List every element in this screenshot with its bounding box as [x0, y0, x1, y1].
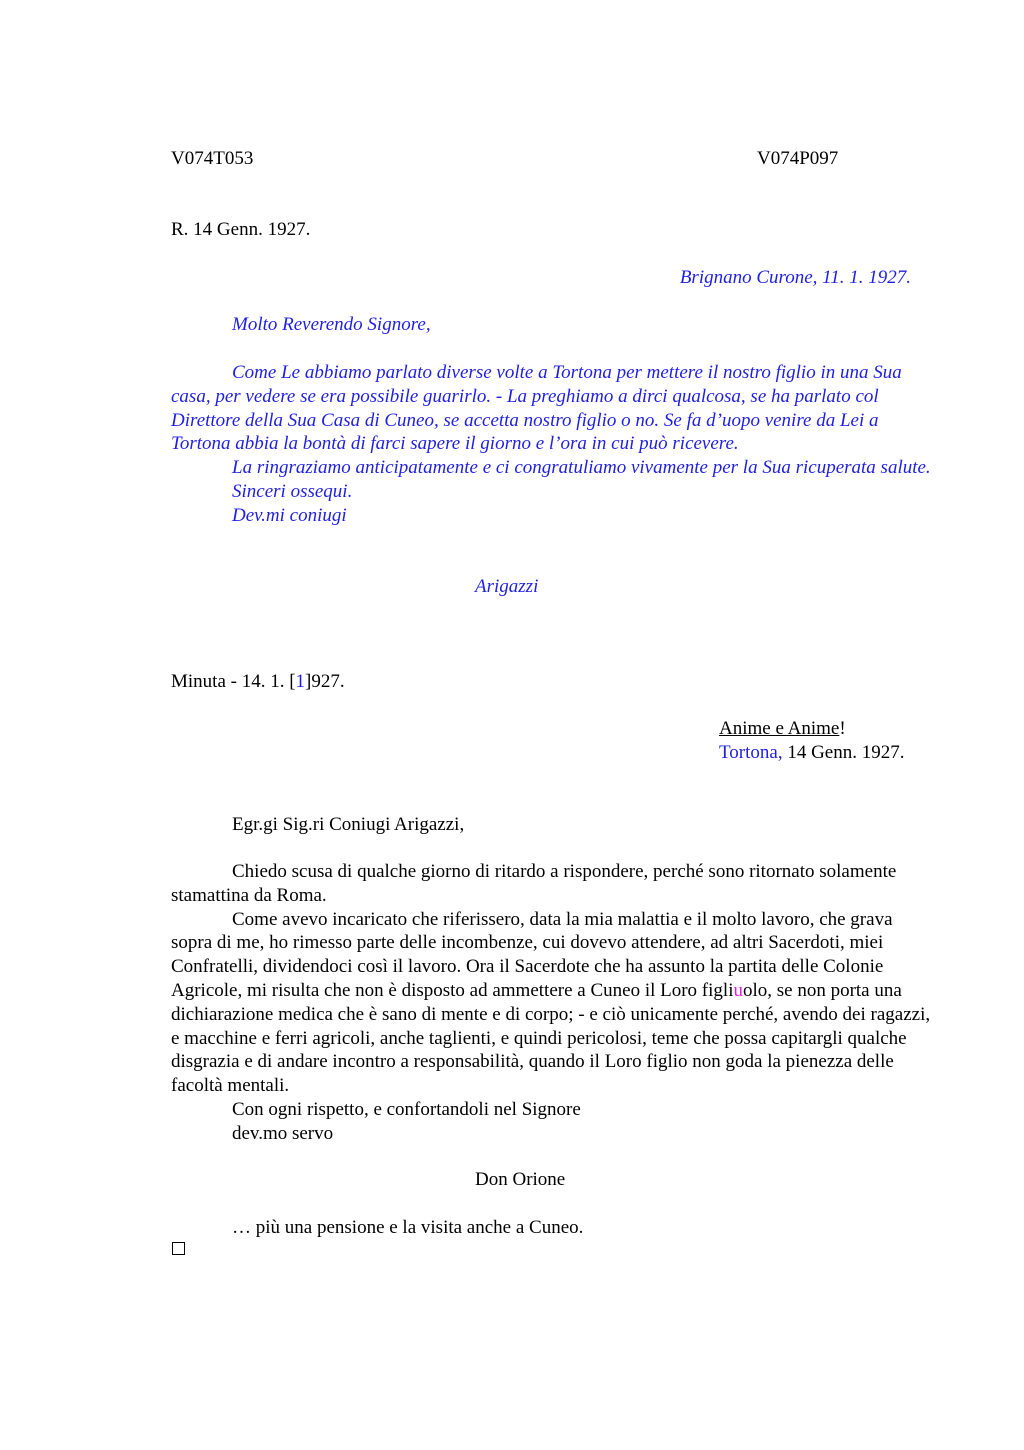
- letter2-paragraph-2-part-b: olo, se non porta una dichiarazione medica che è sano di mente e di corpo; - e ciò unicamente perché, avendo dei ragazzi, e macchine e ferri agricoli, anche taglienti, e quindi pericolosi, teme che possa capitargli qualche disgrazia e di andare incontro a responsabilità, quando il Loro figlio non goda la pienezza delle facoltà mentali.: [171, 979, 931, 1097]
- letter2-place: Tortona,: [719, 742, 783, 763]
- letter1-closing-1: Sinceri ossequi.: [232, 480, 353, 502]
- minuta-prefix: Minuta - 14. 1. [: [171, 671, 296, 692]
- letter1-closing-2: Dev.mi coniugi: [232, 504, 347, 526]
- letter2-closing-1: Con ogni rispetto, e confortandoli nel Signore: [232, 1098, 581, 1120]
- document-code-right: V074P097: [757, 148, 839, 169]
- checkbox-square-icon: [172, 1242, 185, 1255]
- minuta-date: [171, 670, 345, 694]
- letter2-motto: [719, 717, 846, 741]
- letter2-correction-mark: u: [733, 979, 743, 1001]
- letter2-body: [171, 860, 931, 1146]
- letter1-signature: Arigazzi: [475, 576, 539, 597]
- letter1-place-date: Brignano Curone, 11. 1. 1927.: [679, 267, 911, 288]
- letter1-paragraph-2: La ringraziamo anticipatamente e ci congratuliamo vivamente per la Sua ricuperata salute.: [232, 457, 931, 479]
- motto-text: Anime e Anime: [719, 718, 840, 739]
- letter2-paragraph-1: Chiedo scusa di qualche giorno di ritardo a rispondere, perché sono ritornato solamente stamattina da Roma.: [171, 861, 897, 906]
- minuta-bracket-digit: 1: [295, 671, 306, 692]
- letter2-place-date: [719, 741, 904, 765]
- letter1-body: [171, 361, 931, 528]
- motto-punct: !: [839, 718, 846, 739]
- letter2-postscript: … più una pensione e la visita anche a Cuneo.: [232, 1217, 584, 1238]
- letter1-paragraph-1: Come Le abbiamo parlato diverse volte a Tortona per mettere il nostro figlio in una Sua casa, per vedere se era possibile guarirlo. - La preghiamo a dirci qualcosa, se ha parlato col Direttore della Sua Casa di Cuneo, se accetta nostro figlio o no. Se fa d’uopo venire da Lei a Tortona abbia la bontà di farci sapere il giorno e l’ora in cui può ricevere.: [171, 362, 902, 455]
- minuta-suffix: ]927.: [305, 671, 345, 692]
- letter1-salutation: Molto Reverendo Signore,: [232, 314, 431, 335]
- letter2-signature: Don Orione: [475, 1169, 566, 1190]
- letter2-paragraph-2: [171, 908, 931, 1098]
- letter2-closing-2: dev.mo servo: [232, 1122, 334, 1144]
- received-date: R. 14 Genn. 1927.: [171, 219, 311, 240]
- letter2-salutation: Egr.gi Sig.ri Coniugi Arigazzi,: [232, 814, 465, 835]
- letter2-date: 14 Genn. 1927.: [782, 742, 905, 763]
- document-code-left: V074T053: [171, 148, 254, 169]
- letter2-paragraph-2-part-a: Come avevo incaricato che riferissero, data la mia malattia e il molto lavoro, che grava sopra di me, ho rimesso parte delle incombenze, cui dovevo attendere, ad altri Sacerdoti, miei Confratelli, dividendoci così il lavoro. Ora il Sacerdote che ha assunto la partita delle Colonie Agricole, mi risulta che non è disposto ad ammettere a Cuneo il Loro figli: [171, 908, 893, 1001]
